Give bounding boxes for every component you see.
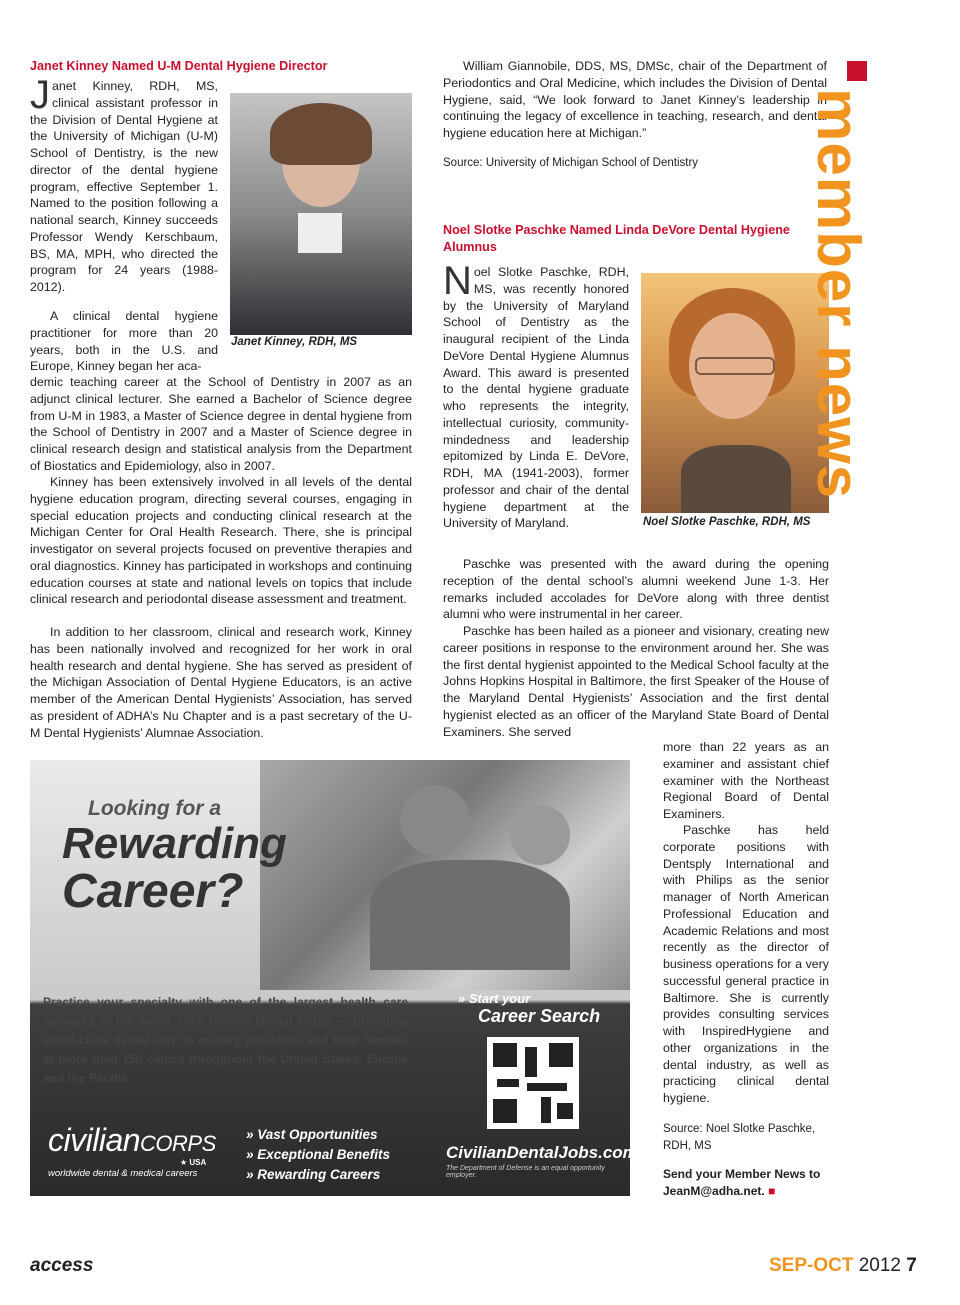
ad-qr-code[interactable]	[487, 1037, 579, 1129]
ad-bullet-list	[246, 1125, 390, 1185]
article1-dropcap: J	[30, 73, 50, 117]
issue-info	[769, 1255, 917, 1277]
article2-headline: Noel Slotke Paschke Named Linda DeVore Dental Hygiene Alumnus	[443, 223, 790, 254]
section-title-member-news: member news	[805, 88, 872, 500]
ad-start-label: » Start your	[458, 991, 531, 1006]
article2-paragraph-2: Paschke was presented with the award during the opening reception of the dental school’s alumni weekend June 1-3. Her remarks included accolades for DeVore along with three dentist alumni who were instrumental in her career.	[443, 557, 829, 622]
ad-headline-2: Career?	[62, 865, 244, 918]
ad-bullet: » Vast Opportunities	[246, 1127, 378, 1142]
noel-paschke-caption: Noel Slotke Paschke, RDH, MS	[643, 516, 811, 528]
ad-headline-1: Rewarding	[62, 819, 287, 868]
ad-url-link[interactable]: CivilianDentalJobs.com	[446, 1143, 638, 1162]
ad-bullet: » Rewarding Careers	[246, 1167, 381, 1182]
article1-paragraph-1: Janet Kinney, RDH, MS, clinical assistant professor in the Division of Dental Hygiene at the University of Michigan (U-M) School of Dentistry, is the new director of the dental hygiene program, effective September 1. Named to the position following a national search, Kinney succeeds Professor Wendy Kerschbaum, BS, MA, MPH, who directed the program for 24 years (1988-2012).	[30, 73, 218, 294]
page-number: 7	[906, 1255, 917, 1276]
ad-body-copy: Practice your specialty with one of the largest health care networks in the world. USA Civilian Dental Corps — providing world-class dental care to military personnel and their families at more than 150 clinics throughout the United States, Europe and the Pacific.	[43, 995, 408, 1085]
article1-paragraph-2b: demic teaching career at the School of Dentistry in 2007 as an adjunct clinical lecturer. She earned a Bachelor of Science degree from U-M in 1983, a Master of Science degree in dental hygiene from the School of Dentistry in 2007 and a Master of Science degree in clinical research design and statistical analysis from the Department of Biostatics and Epidemiology, also in 2007.	[30, 375, 412, 473]
section-marker-square	[847, 61, 867, 81]
article1-paragraph-4: In addition to her classroom, clinical and research work, Kinney has been nationally involved and recognized for her work in oral health research and dental hygiene. She has served as president of the Michigan Association of Dental Hygiene Educators, is an active member of the American Dental Hygienists’ Association, has served as president of ADHA’s Nu Chapter and is a past secretary of the U-M Dental Hygienists’ Alumnae Association.	[30, 625, 412, 740]
ad-logo-tagline: worldwide dental & medical careers	[48, 1168, 198, 1179]
ad-logo-usa: ★ USA	[180, 1158, 207, 1167]
issue-months: SEP-OCT	[769, 1255, 854, 1276]
article2-dropcap: N	[443, 259, 472, 303]
ad-bullet: » Exceptional Benefits	[246, 1147, 391, 1162]
ad-disclaimer: The Department of Defense is an equal opportunity employer.	[446, 1165, 605, 1179]
article1-headline: Janet Kinney Named U-M Dental Hygiene Director	[30, 59, 328, 73]
ad-logo-word2: CORPS	[140, 1131, 216, 1156]
ad-kicker: Looking for a	[88, 797, 221, 820]
article2-paragraph-3a: Paschke has been hailed as a pioneer and visionary, creating new career positions in response to the environment around her. She was the first dental hygienist appointed to the Medical School faculty at the Johns Hopkins Hospital in Baltimore, the first Speaker of the House of the Maryland Dental Hygienists’ Association and the first dental hygienist elected as an officer of the Maryland State Board of Dental Examiners. She served	[443, 624, 829, 739]
issue-year: 2012	[858, 1255, 902, 1276]
civilian-corps-advertisement[interactable]	[30, 760, 638, 1196]
article2-paragraph-1: Noel Slotke Paschke, RDH, MS, was recently honored by the University of Maryland School of Dentistry as the inaugural recipient of the Linda DeVore Dental Hygiene Alumnus Award. This award is presented to the dental hygiene graduate who represents the integrity, intellectual curiosity, community-mindedness and leadership epitomized by Linda E. DeVore, RDH, MA (1941-2003), former professor and chair of the dental hygiene department at the University of Maryland.	[443, 259, 629, 531]
article1-paragraph-5: William Giannobile, DDS, MS, DMSc, chair of the Department of Periodontics and Oral Medicine, which includes the Division of Dental Hygiene, said, “We look forward to Janet Kinney’s leadership in continuing the legacy of excellence in teaching, research, and dental hygiene education here at Michigan.”	[443, 59, 827, 140]
janet-kinney-photo	[230, 93, 412, 335]
ad-career-search: Career Search	[478, 1006, 601, 1026]
article2-source: Source: Noel Slotke Paschke, RDH, MS	[663, 1123, 816, 1152]
magazine-name: access	[30, 1255, 94, 1276]
ad-logo-word1: civilian	[48, 1122, 141, 1158]
noel-paschke-photo	[641, 273, 829, 513]
ad-dentists-photo	[260, 760, 630, 990]
janet-kinney-caption: Janet Kinney, RDH, MS	[231, 336, 358, 348]
article1-paragraph-3: Kinney has been extensively involved in all levels of the dental hygiene education program, directing several courses, engaging in special education projects and conducting clinical research at the Michigan Center for Oral Health Research. There, she is principal investigator on several projects focused on preventive therapies and oral diagnostics. Kinney has participated in workshops and continuing education courses at state and national levels on topics that include clinical research and periodontal disease assessment and treatment.	[30, 475, 412, 607]
ad-logo	[48, 1122, 216, 1159]
article1-source: Source: University of Michigan School of Dentistry	[443, 157, 699, 169]
send-news-note: Send your Member News to JeanM@adha.net. ■	[663, 1167, 821, 1198]
article2-paragraph-3b: more than 22 years as an examiner and assistant chief examiner with the Northeast Regional Board of Dental Examiners.	[663, 740, 829, 821]
article2-paragraph-4: Paschke has held corporate positions with Dentsply International and with Philips as the senior manager of North American Professional Education and Academic Relations and most recently as the director of business operations for a very successful general practice in Baltimore. She is currently provides consulting services with InspiredHygiene and other organizations in the dental industry, as well as practicing clinical dental hygiene.	[663, 823, 829, 1105]
article1-paragraph-2a: A clinical dental hygiene practitioner for more than 20 years, both in the U.S. and Europe, Kinney began her aca-	[30, 309, 218, 374]
